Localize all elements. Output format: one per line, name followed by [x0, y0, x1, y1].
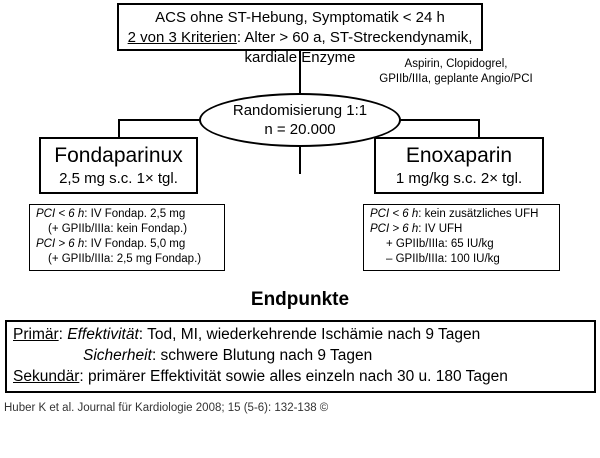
fondaparinux-name: Fondaparinux	[54, 144, 183, 167]
enoxaparin-dose: 1 mg/kg s.c. 2× tgl.	[395, 170, 523, 187]
detail-text: : IV Fondap. 2,5 mg	[84, 208, 186, 220]
detail-text: (+ GPIIb/IIIa: kein Fondap.)	[48, 223, 188, 235]
endpoints-heading: Endpunkte	[250, 289, 350, 310]
criteria-label: 2 von 3 Kriterien	[127, 29, 237, 46]
connector-left-horizontal	[118, 119, 200, 121]
fondaparinux-detail-row	[36, 222, 224, 237]
primary-label: Primär	[13, 326, 59, 343]
connector-right-horizontal	[400, 119, 480, 121]
efficacy-label: Effektivität	[67, 326, 139, 343]
efficacy-text: : Tod, MI, wiederkehrende Ischämie nach 9 Tagen	[138, 326, 481, 343]
primary-efficacy-row	[13, 324, 594, 345]
detail-text: (+ GPIIb/IIIa: 2,5 mg Fondap.)	[48, 253, 202, 265]
treatment-note-line1: Aspirin, Clopidogrel,	[404, 58, 508, 70]
randomization-label: Randomisierung 1:1	[232, 102, 368, 119]
fondaparinux-detail-row	[36, 252, 224, 267]
detail-text: : kein zusätzliches UFH	[418, 208, 539, 220]
secondary-row	[13, 366, 594, 387]
connector-right-vertical	[478, 119, 480, 139]
randomization-n: n = 20.000	[264, 121, 336, 138]
safety-label: Sicherheit	[83, 347, 152, 364]
detail-italic: PCI > 6 h	[370, 223, 419, 235]
detail-text: : IV Fondap. 5,0 mg	[84, 238, 186, 250]
primary-separator: :	[58, 326, 68, 343]
enoxaparin-name: Enoxaparin	[405, 144, 513, 167]
treatment-note	[336, 57, 576, 87]
detail-text: : IV UFH	[418, 223, 463, 235]
endpoints-box	[5, 320, 596, 393]
treatment-note-line2: GPIIb/IIIa, geplante Angio/PCI	[379, 73, 533, 85]
enoxaparin-detail-row	[370, 207, 559, 222]
secondary-text: : primärer Effektivität sowie alles einzeln nach 30 u. 180 Tagen	[79, 368, 508, 385]
detail-italic: PCI < 6 h	[370, 208, 419, 220]
safety-text: : schwere Blutung nach 9 Tagen	[151, 347, 373, 364]
enoxaparin-details-box	[363, 204, 560, 271]
detail-text: – GPIIb/IIIa: 100 IU/kg	[386, 253, 500, 265]
connector-bottom-vertical	[299, 146, 301, 174]
connector-left-vertical	[118, 119, 120, 139]
criteria-text: : Alter > 60 a, ST-Streckendynamik, kardiale Enzyme	[236, 29, 473, 66]
citation: Huber K et al. Journal für Kardiologie 2008; 15 (5-6): 132-138 ©	[4, 402, 329, 414]
enoxaparin-box	[374, 137, 544, 194]
detail-text: + GPIIb/IIIa: 65 IU/kg	[386, 238, 494, 250]
inclusion-title: ACS ohne ST-Hebung, Symptomatik < 24 h	[155, 9, 445, 26]
fondaparinux-details-box	[29, 204, 225, 271]
enoxaparin-detail-row	[370, 222, 559, 237]
fondaparinux-detail-row	[36, 207, 224, 222]
primary-safety-row	[13, 345, 594, 366]
secondary-label: Sekundär	[13, 368, 80, 385]
detail-italic: PCI < 6 h	[36, 208, 85, 220]
enoxaparin-detail-row	[370, 237, 559, 252]
fondaparinux-box	[39, 137, 198, 194]
fondaparinux-detail-row	[36, 237, 224, 252]
enoxaparin-detail-row	[370, 252, 559, 267]
randomization-ellipse	[199, 93, 401, 147]
fondaparinux-dose: 2,5 mg s.c. 1× tgl.	[59, 170, 178, 187]
detail-italic: PCI > 6 h	[36, 238, 85, 250]
